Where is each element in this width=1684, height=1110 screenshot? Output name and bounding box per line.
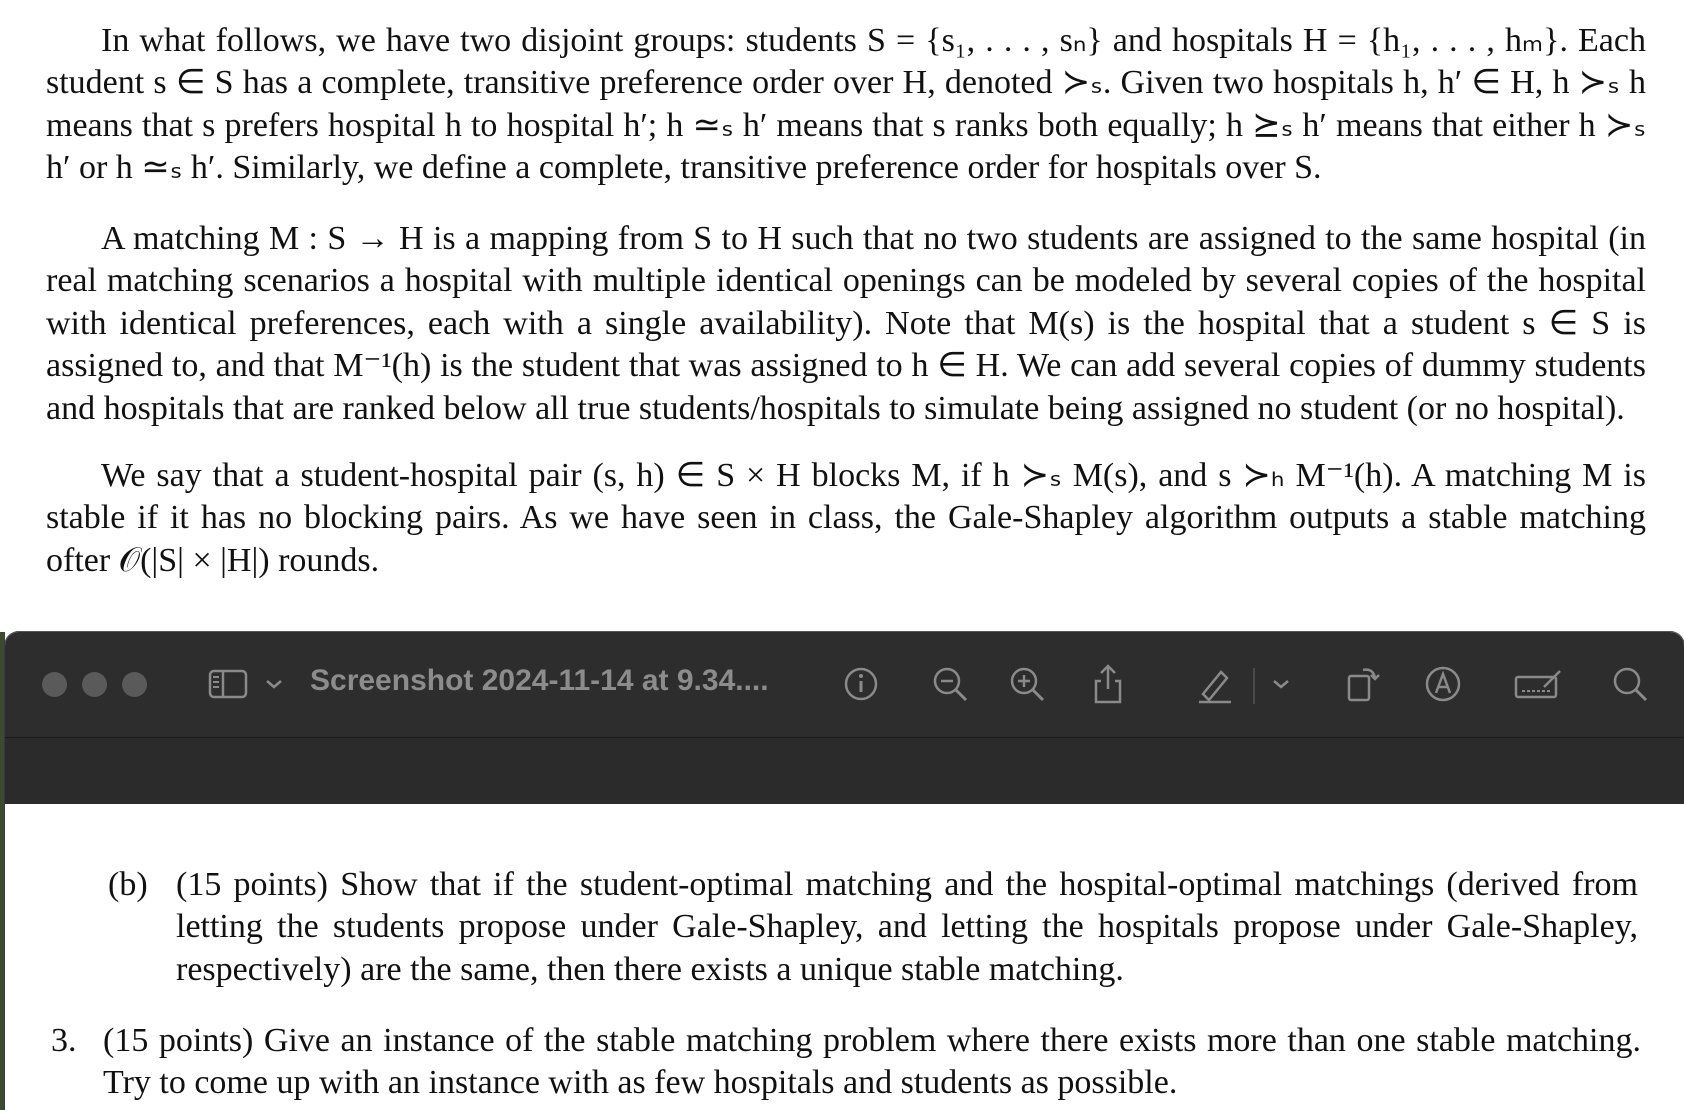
sign-icon[interactable]	[1513, 662, 1565, 706]
background-paragraph-3: We say that a student-hospital pair (s, h) ∈ S × H blocks M, if h ≻ₛ M(s), and s ≻ₕ M⁻¹(h). A matching M is stable if it has no blocking pairs. As we have seen in class, the Gale-Shapley algorithm outputs a stable matching ofter 𝒪(|S| × |H|) rounds.	[46, 457, 1646, 579]
toolbar-strip	[5, 738, 1684, 804]
rotate-icon[interactable]	[1343, 662, 1383, 706]
share-icon[interactable]	[1088, 662, 1128, 706]
window-title: Screenshot 2024-11-14 at 9.34....	[310, 664, 769, 697]
title-bar[interactable]	[5, 632, 1684, 738]
zoom-in-icon[interactable]	[1007, 662, 1047, 706]
search-icon[interactable]	[1610, 662, 1650, 706]
toolbar-divider	[1253, 668, 1255, 704]
item-3-label: 3.	[51, 1022, 77, 1059]
zoom-out-icon[interactable]	[930, 662, 970, 706]
markup-icon[interactable]	[1423, 662, 1463, 706]
sidebar-toggle-icon[interactable]	[205, 662, 251, 706]
item-3-text: (15 points) Give an instance of the stable matching problem where there exists more than one stable matching. Try to come up with an instance with as few hospitals and students as possible.	[103, 1022, 1641, 1102]
document-view[interactable]	[5, 804, 1684, 1110]
zoom-button[interactable]	[122, 672, 147, 697]
preview-window	[5, 632, 1684, 1110]
question-item-b	[108, 864, 1638, 991]
background-paragraph-2: A matching M : S → H is a mapping from S to H such that no two students are assigned to the same hospital (in real matching scenarios a hospital with multiple identical openings can be modeled by several copies of the hospital with identical preferences, each with a single availability). Note that M(s) is the hospital that a student s ∈ S is assigned to, and that M⁻¹(h) is the student that was assigned to h ∈ H. We can add several copies of dummy students and hospitals that are ranked below all true students/hospitals to simulate being assigned no student (or no hospital).	[46, 220, 1646, 427]
highlight-options-chevron-icon[interactable]	[1270, 662, 1292, 706]
item-b-text: (15 points) Show that if the student-optimal matching and the hospital-optimal matchings (derived from letting the students propose under Gale-Shapley, and letting the hospitals propose under Gale-Shapley, respectively) are the same, then there exists a unique stable matching.	[176, 866, 1638, 988]
chevron-down-icon[interactable]	[263, 662, 285, 706]
close-button[interactable]	[42, 672, 67, 697]
minimize-button[interactable]	[82, 672, 107, 697]
question-item-3	[51, 1020, 1641, 1105]
highlight-pen-icon[interactable]	[1193, 662, 1237, 706]
info-icon[interactable]	[841, 662, 881, 706]
background-paragraph-1: In what follows, we have two disjoint groups: students S = {s₁, . . . , sₙ} and hospitals H = {h₁, . . . , hₘ}. Each student s ∈ S has a complete, transitive preference order over H, denoted ≻ₛ. Given two hospitals h, h′ ∈ H, h ≻ₛ h means that s prefers hospital h to hospital h′; h ≃ₛ h′ means that s ranks both equally; h ⪰ₛ h′ means that either h ≻ₛ h′ or h ≃ₛ h′. Similarly, we define a complete, transitive preference order for hospitals over S.	[46, 22, 1647, 187]
item-b-label: (b)	[108, 866, 148, 903]
